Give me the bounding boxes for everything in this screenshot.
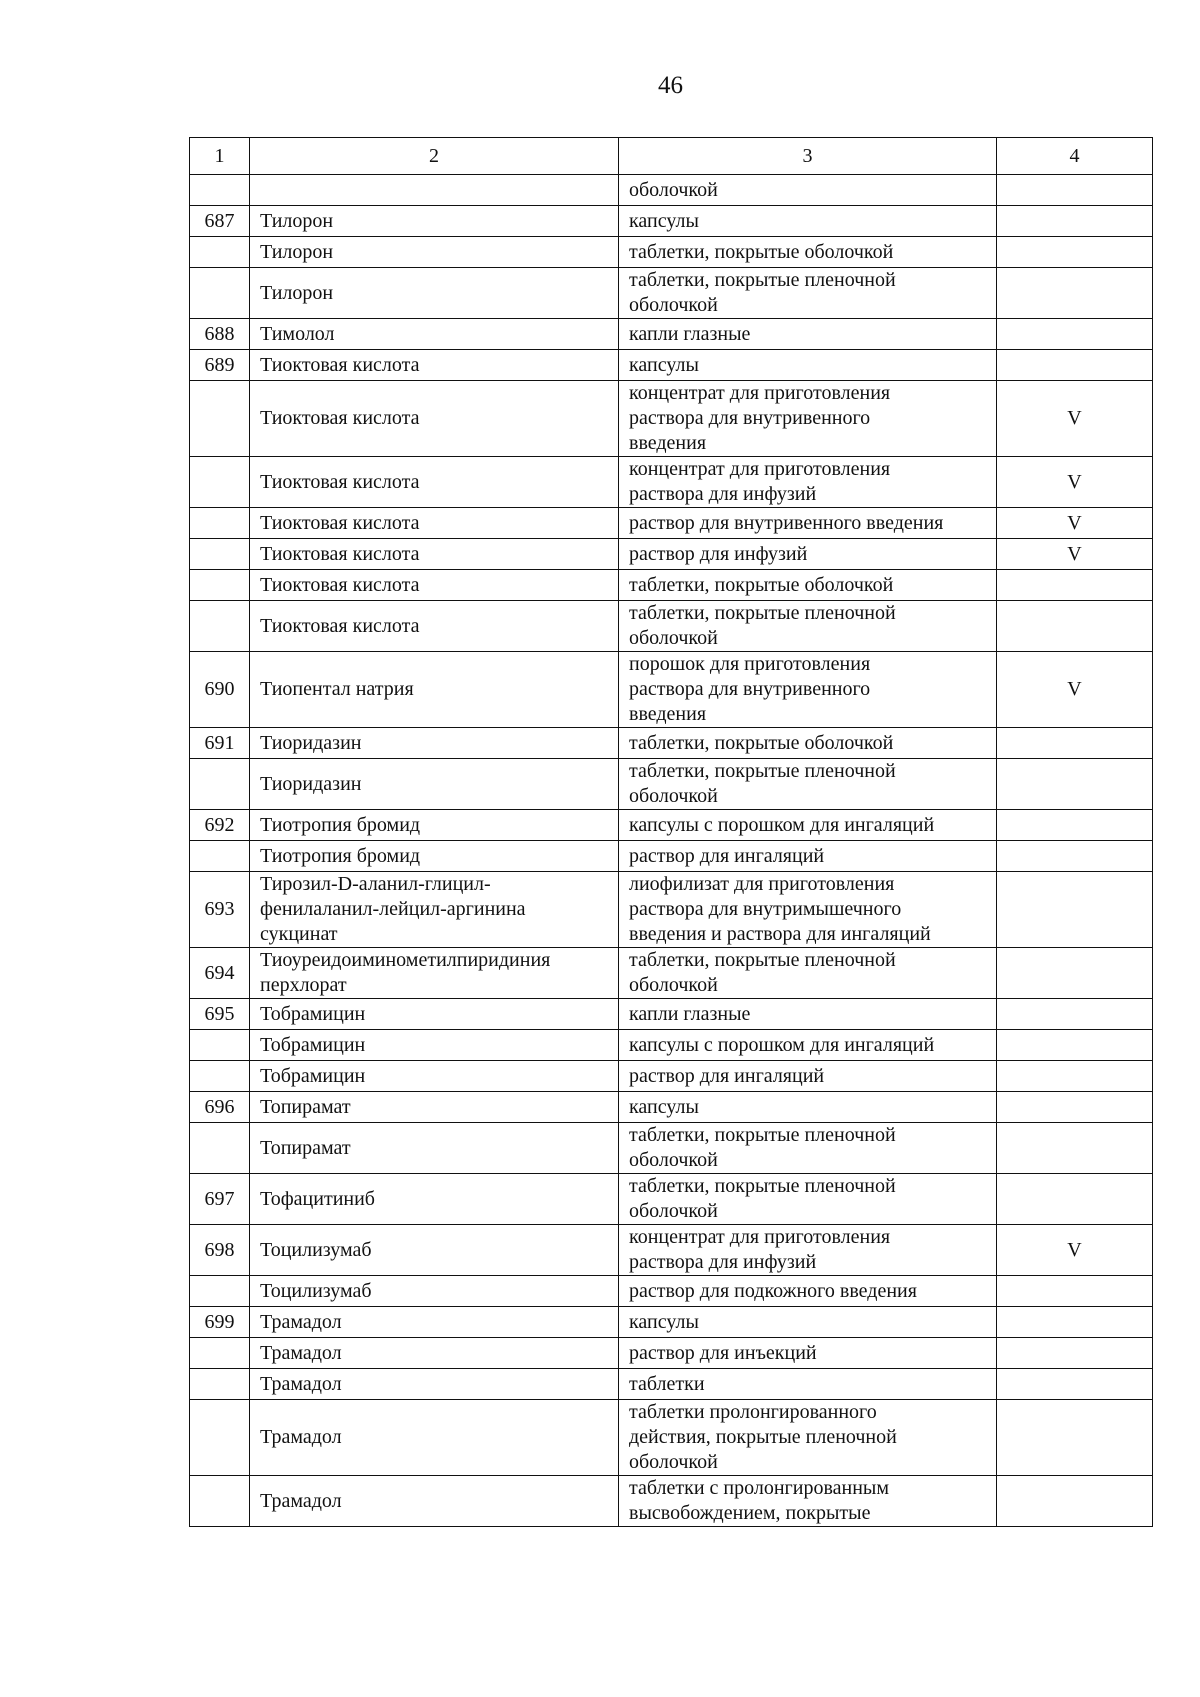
mark-cell xyxy=(997,1369,1153,1400)
drug-name-cell: Тиоктовая кислота xyxy=(250,381,619,457)
dosage-form-cell: таблетки, покрытые оболочкой xyxy=(619,728,997,759)
row-number-cell xyxy=(190,1338,250,1369)
drug-name-cell: Тиоридазин xyxy=(250,759,619,810)
table-row xyxy=(190,319,1153,350)
dosage-form-cell: раствор для инъекций xyxy=(619,1338,997,1369)
dosage-form-cell: раствор для ингаляций xyxy=(619,1061,997,1092)
drug-list-table xyxy=(189,137,1153,1527)
mark-cell xyxy=(997,175,1153,206)
drug-name-cell: Тиоридазин xyxy=(250,728,619,759)
table-row xyxy=(190,1225,1153,1276)
drug-name-cell: Тиоктовая кислота xyxy=(250,539,619,570)
dosage-form-cell: таблетки, покрытые оболочкой xyxy=(619,237,997,268)
drug-name-cell: Тиоктовая кислота xyxy=(250,508,619,539)
dosage-form-cell: раствор для ингаляций xyxy=(619,841,997,872)
row-number-cell xyxy=(190,1369,250,1400)
table-row xyxy=(190,1276,1153,1307)
table-row xyxy=(190,350,1153,381)
mark-cell xyxy=(997,1400,1153,1476)
row-number-cell: 698 xyxy=(190,1225,250,1276)
row-number-cell xyxy=(190,1476,250,1527)
row-number-cell xyxy=(190,457,250,508)
mark-cell xyxy=(997,872,1153,948)
column-header-4: 4 xyxy=(997,138,1153,175)
table-body xyxy=(190,175,1153,1527)
mark-cell: V xyxy=(997,539,1153,570)
table-row xyxy=(190,570,1153,601)
row-number-cell: 697 xyxy=(190,1174,250,1225)
row-number-cell: 688 xyxy=(190,319,250,350)
row-number-cell: 687 xyxy=(190,206,250,237)
row-number-cell xyxy=(190,508,250,539)
table-row xyxy=(190,457,1153,508)
dosage-form-cell: капсулы xyxy=(619,350,997,381)
mark-cell xyxy=(997,237,1153,268)
table-row xyxy=(190,268,1153,319)
row-number-cell: 695 xyxy=(190,999,250,1030)
dosage-form-cell: таблетки, покрытые пленочной оболочкой xyxy=(619,268,997,319)
dosage-form-cell: таблетки, покрытые пленочной оболочкой xyxy=(619,1174,997,1225)
mark-cell: V xyxy=(997,508,1153,539)
drug-name-cell: Тилорон xyxy=(250,268,619,319)
dosage-form-cell: лиофилизат для приготовления раствора для внутримышечного введения и раствора для ингаляций xyxy=(619,872,997,948)
drug-name-cell: Топирамат xyxy=(250,1092,619,1123)
row-number-cell xyxy=(190,1123,250,1174)
row-number-cell: 690 xyxy=(190,652,250,728)
drug-name-cell: Тоцилизумаб xyxy=(250,1276,619,1307)
drug-name-cell: Трамадол xyxy=(250,1307,619,1338)
table-row xyxy=(190,999,1153,1030)
dosage-form-cell: капсулы xyxy=(619,1092,997,1123)
mark-cell xyxy=(997,810,1153,841)
table-row xyxy=(190,237,1153,268)
drug-name-cell: Тобрамицин xyxy=(250,1030,619,1061)
page-number: 46 xyxy=(658,72,683,99)
drug-name-cell: Трамадол xyxy=(250,1400,619,1476)
mark-cell xyxy=(997,1061,1153,1092)
table-row xyxy=(190,539,1153,570)
drug-name-cell: Тиотропия бромид xyxy=(250,841,619,872)
mark-cell xyxy=(997,1123,1153,1174)
row-number-cell xyxy=(190,570,250,601)
mark-cell xyxy=(997,1276,1153,1307)
drug-name-cell: Тиопентал натрия xyxy=(250,652,619,728)
drug-name-cell: Трамадол xyxy=(250,1476,619,1527)
dosage-form-cell: концентрат для приготовления раствора для внутривенного введения xyxy=(619,381,997,457)
drug-name-cell: Тиоктовая кислота xyxy=(250,570,619,601)
drug-name-cell xyxy=(250,175,619,206)
drug-name-cell: Тиоктовая кислота xyxy=(250,601,619,652)
row-number-cell xyxy=(190,1061,250,1092)
mark-cell xyxy=(997,841,1153,872)
row-number-cell xyxy=(190,601,250,652)
row-number-cell xyxy=(190,539,250,570)
dosage-form-cell: таблетки xyxy=(619,1369,997,1400)
row-number-cell: 696 xyxy=(190,1092,250,1123)
table-row xyxy=(190,1476,1153,1527)
mark-cell xyxy=(997,1030,1153,1061)
table-row xyxy=(190,206,1153,237)
table-row xyxy=(190,728,1153,759)
row-number-cell: 692 xyxy=(190,810,250,841)
row-number-cell: 699 xyxy=(190,1307,250,1338)
mark-cell: V xyxy=(997,457,1153,508)
mark-cell: V xyxy=(997,381,1153,457)
column-header-2: 2 xyxy=(250,138,619,175)
mark-cell xyxy=(997,1174,1153,1225)
dosage-form-cell: капсулы xyxy=(619,206,997,237)
table-row xyxy=(190,601,1153,652)
dosage-form-cell: таблетки, покрытые пленочной оболочкой xyxy=(619,1123,997,1174)
drug-name-cell: Тирозил-D-аланил-глицил- фенилаланил-лейцил-аргинина сукцинат xyxy=(250,872,619,948)
dosage-form-cell: концентрат для приготовления раствора для инфузий xyxy=(619,1225,997,1276)
dosage-form-cell: капсулы с порошком для ингаляций xyxy=(619,1030,997,1061)
mark-cell xyxy=(997,206,1153,237)
drug-name-cell: Тофацитиниб xyxy=(250,1174,619,1225)
mark-cell xyxy=(997,999,1153,1030)
dosage-form-cell: порошок для приготовления раствора для внутривенного введения xyxy=(619,652,997,728)
drug-name-cell: Тобрамицин xyxy=(250,1061,619,1092)
table-row xyxy=(190,1123,1153,1174)
mark-cell xyxy=(997,1338,1153,1369)
drug-name-cell: Тиоктовая кислота xyxy=(250,350,619,381)
drug-name-cell: Топирамат xyxy=(250,1123,619,1174)
mark-cell xyxy=(997,1307,1153,1338)
row-number-cell xyxy=(190,759,250,810)
table-row xyxy=(190,1174,1153,1225)
table-row xyxy=(190,759,1153,810)
table-row xyxy=(190,1030,1153,1061)
mark-cell xyxy=(997,1092,1153,1123)
row-number-cell xyxy=(190,1400,250,1476)
row-number-cell xyxy=(190,1030,250,1061)
table-row xyxy=(190,1338,1153,1369)
row-number-cell xyxy=(190,237,250,268)
table-row xyxy=(190,841,1153,872)
dosage-form-cell: таблетки с пролонгированным высвобождением, покрытые xyxy=(619,1476,997,1527)
table-row xyxy=(190,1400,1153,1476)
row-number-cell: 691 xyxy=(190,728,250,759)
mark-cell: V xyxy=(997,1225,1153,1276)
table-row xyxy=(190,1061,1153,1092)
table-header-row xyxy=(190,138,1153,175)
dosage-form-cell: раствор для внутривенного введения xyxy=(619,508,997,539)
mark-cell xyxy=(997,759,1153,810)
mark-cell xyxy=(997,268,1153,319)
dosage-form-cell: капли глазные xyxy=(619,319,997,350)
mark-cell xyxy=(997,570,1153,601)
table-row xyxy=(190,381,1153,457)
drug-name-cell: Трамадол xyxy=(250,1338,619,1369)
dosage-form-cell: капсулы xyxy=(619,1307,997,1338)
drug-name-cell: Тилорон xyxy=(250,206,619,237)
mark-cell xyxy=(997,728,1153,759)
table-row xyxy=(190,1307,1153,1338)
dosage-form-cell: таблетки, покрытые пленочной оболочкой xyxy=(619,759,997,810)
table-row xyxy=(190,872,1153,948)
dosage-form-cell: таблетки, покрытые оболочкой xyxy=(619,570,997,601)
column-header-3: 3 xyxy=(619,138,997,175)
dosage-form-cell: раствор для инфузий xyxy=(619,539,997,570)
row-number-cell xyxy=(190,175,250,206)
row-number-cell: 689 xyxy=(190,350,250,381)
dosage-form-cell: концентрат для приготовления раствора для инфузий xyxy=(619,457,997,508)
mark-cell xyxy=(997,350,1153,381)
dosage-form-cell: раствор для подкожного введения xyxy=(619,1276,997,1307)
dosage-form-cell: таблетки, покрытые пленочной оболочкой xyxy=(619,948,997,999)
drug-name-cell: Тиоуреидоиминометилпиридиния перхлорат xyxy=(250,948,619,999)
table-row xyxy=(190,948,1153,999)
row-number-cell: 694 xyxy=(190,948,250,999)
mark-cell xyxy=(997,601,1153,652)
dosage-form-cell: оболочкой xyxy=(619,175,997,206)
row-number-cell xyxy=(190,841,250,872)
row-number-cell xyxy=(190,381,250,457)
row-number-cell xyxy=(190,1276,250,1307)
dosage-form-cell: капли глазные xyxy=(619,999,997,1030)
column-header-1: 1 xyxy=(190,138,250,175)
table-row xyxy=(190,1369,1153,1400)
drug-name-cell: Трамадол xyxy=(250,1369,619,1400)
row-number-cell xyxy=(190,268,250,319)
table-row xyxy=(190,810,1153,841)
table-row xyxy=(190,1092,1153,1123)
row-number-cell: 693 xyxy=(190,872,250,948)
drug-name-cell: Тиоктовая кислота xyxy=(250,457,619,508)
drug-name-cell: Тилорон xyxy=(250,237,619,268)
mark-cell xyxy=(997,1476,1153,1527)
drug-name-cell: Тобрамицин xyxy=(250,999,619,1030)
drug-name-cell: Тиотропия бромид xyxy=(250,810,619,841)
dosage-form-cell: таблетки, покрытые пленочной оболочкой xyxy=(619,601,997,652)
drug-name-cell: Тимолол xyxy=(250,319,619,350)
mark-cell: V xyxy=(997,652,1153,728)
table-row xyxy=(190,652,1153,728)
dosage-form-cell: капсулы с порошком для ингаляций xyxy=(619,810,997,841)
table-row xyxy=(190,508,1153,539)
dosage-form-cell: таблетки пролонгированного действия, покрытые пленочной оболочкой xyxy=(619,1400,997,1476)
mark-cell xyxy=(997,948,1153,999)
table-row xyxy=(190,175,1153,206)
drug-name-cell: Тоцилизумаб xyxy=(250,1225,619,1276)
mark-cell xyxy=(997,319,1153,350)
